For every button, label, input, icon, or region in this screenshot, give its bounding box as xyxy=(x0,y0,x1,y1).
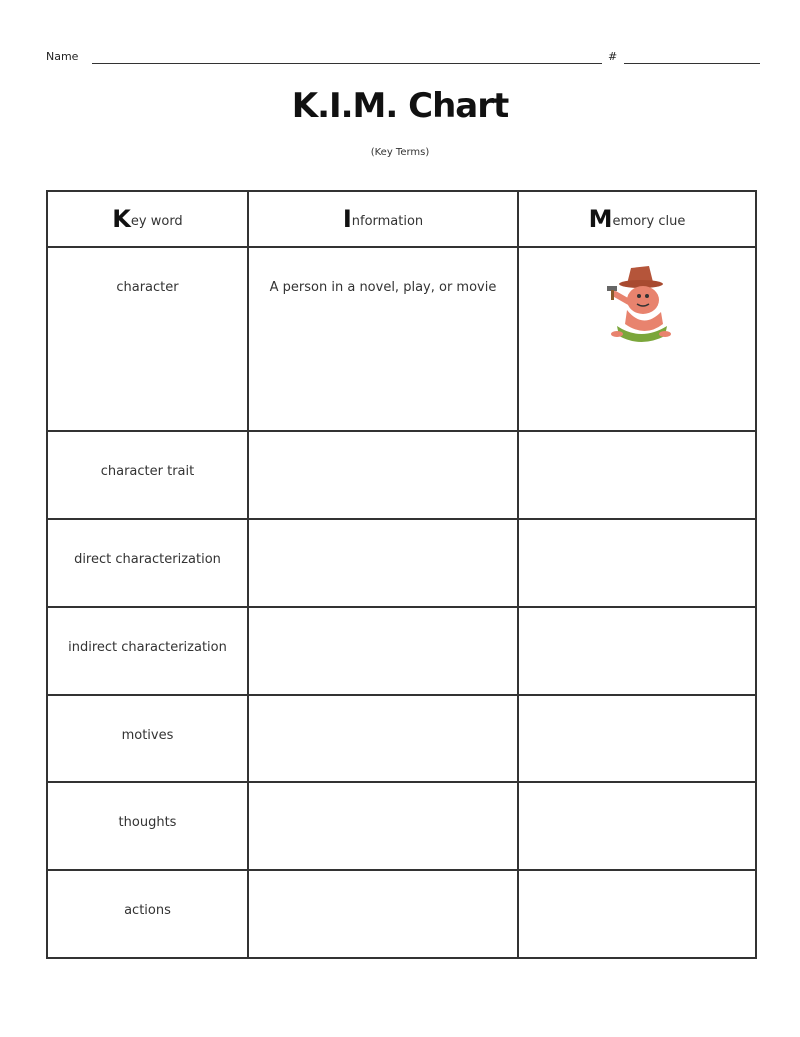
number-blank-field[interactable] xyxy=(624,63,760,64)
information-cell[interactable]: A person in a novel, play, or movie xyxy=(248,247,518,431)
memory-clue-cell[interactable] xyxy=(518,519,756,607)
key-word-cell: motives xyxy=(47,695,248,783)
memory-clue-cell[interactable] xyxy=(518,695,756,783)
key-word-cell: indirect characterization xyxy=(47,607,248,695)
information-cell[interactable] xyxy=(248,870,518,958)
information-cell[interactable] xyxy=(248,607,518,695)
table-row xyxy=(47,782,756,870)
page-title: K.I.M. Chart xyxy=(291,86,509,126)
table-header-row xyxy=(47,191,756,247)
kim-chart-table xyxy=(46,190,757,959)
column-header-rest: emory clue xyxy=(612,214,686,229)
information-cell[interactable] xyxy=(248,695,518,783)
column-initial: I xyxy=(342,205,352,233)
memory-clue-cell[interactable] xyxy=(518,247,756,431)
column-header-rest: ey word xyxy=(130,214,183,229)
column-header-memory-clue xyxy=(518,191,756,247)
memory-clue-cell[interactable] xyxy=(518,607,756,695)
memory-clue-cell[interactable] xyxy=(518,870,756,958)
information-cell[interactable] xyxy=(248,519,518,607)
key-word-cell: direct characterization xyxy=(47,519,248,607)
column-header-information xyxy=(248,191,518,247)
column-header-key-word xyxy=(47,191,248,247)
page-subtitle: (Key Terms) xyxy=(370,147,430,158)
key-word-cell: thoughts xyxy=(47,782,248,870)
information-cell[interactable] xyxy=(248,782,518,870)
cartoon-character-clipart-icon xyxy=(601,260,673,346)
column-initial: K xyxy=(112,205,131,233)
column-header-rest: nformation xyxy=(351,214,424,229)
table-row xyxy=(47,607,756,695)
key-word-cell: actions xyxy=(47,870,248,958)
name-line xyxy=(46,46,726,68)
name-label: Name xyxy=(46,50,79,63)
information-cell[interactable] xyxy=(248,431,518,519)
number-label: # xyxy=(608,50,618,63)
column-initial: M xyxy=(588,205,613,233)
table-row xyxy=(47,870,756,958)
key-word-cell: character trait xyxy=(47,431,248,519)
name-blank-field[interactable] xyxy=(92,63,602,64)
memory-clue-cell[interactable] xyxy=(518,782,756,870)
key-word-cell: character xyxy=(47,247,248,431)
table-row xyxy=(47,431,756,519)
table-row xyxy=(47,247,756,431)
table-row xyxy=(47,519,756,607)
table-row xyxy=(47,695,756,783)
memory-clue-cell[interactable] xyxy=(518,431,756,519)
